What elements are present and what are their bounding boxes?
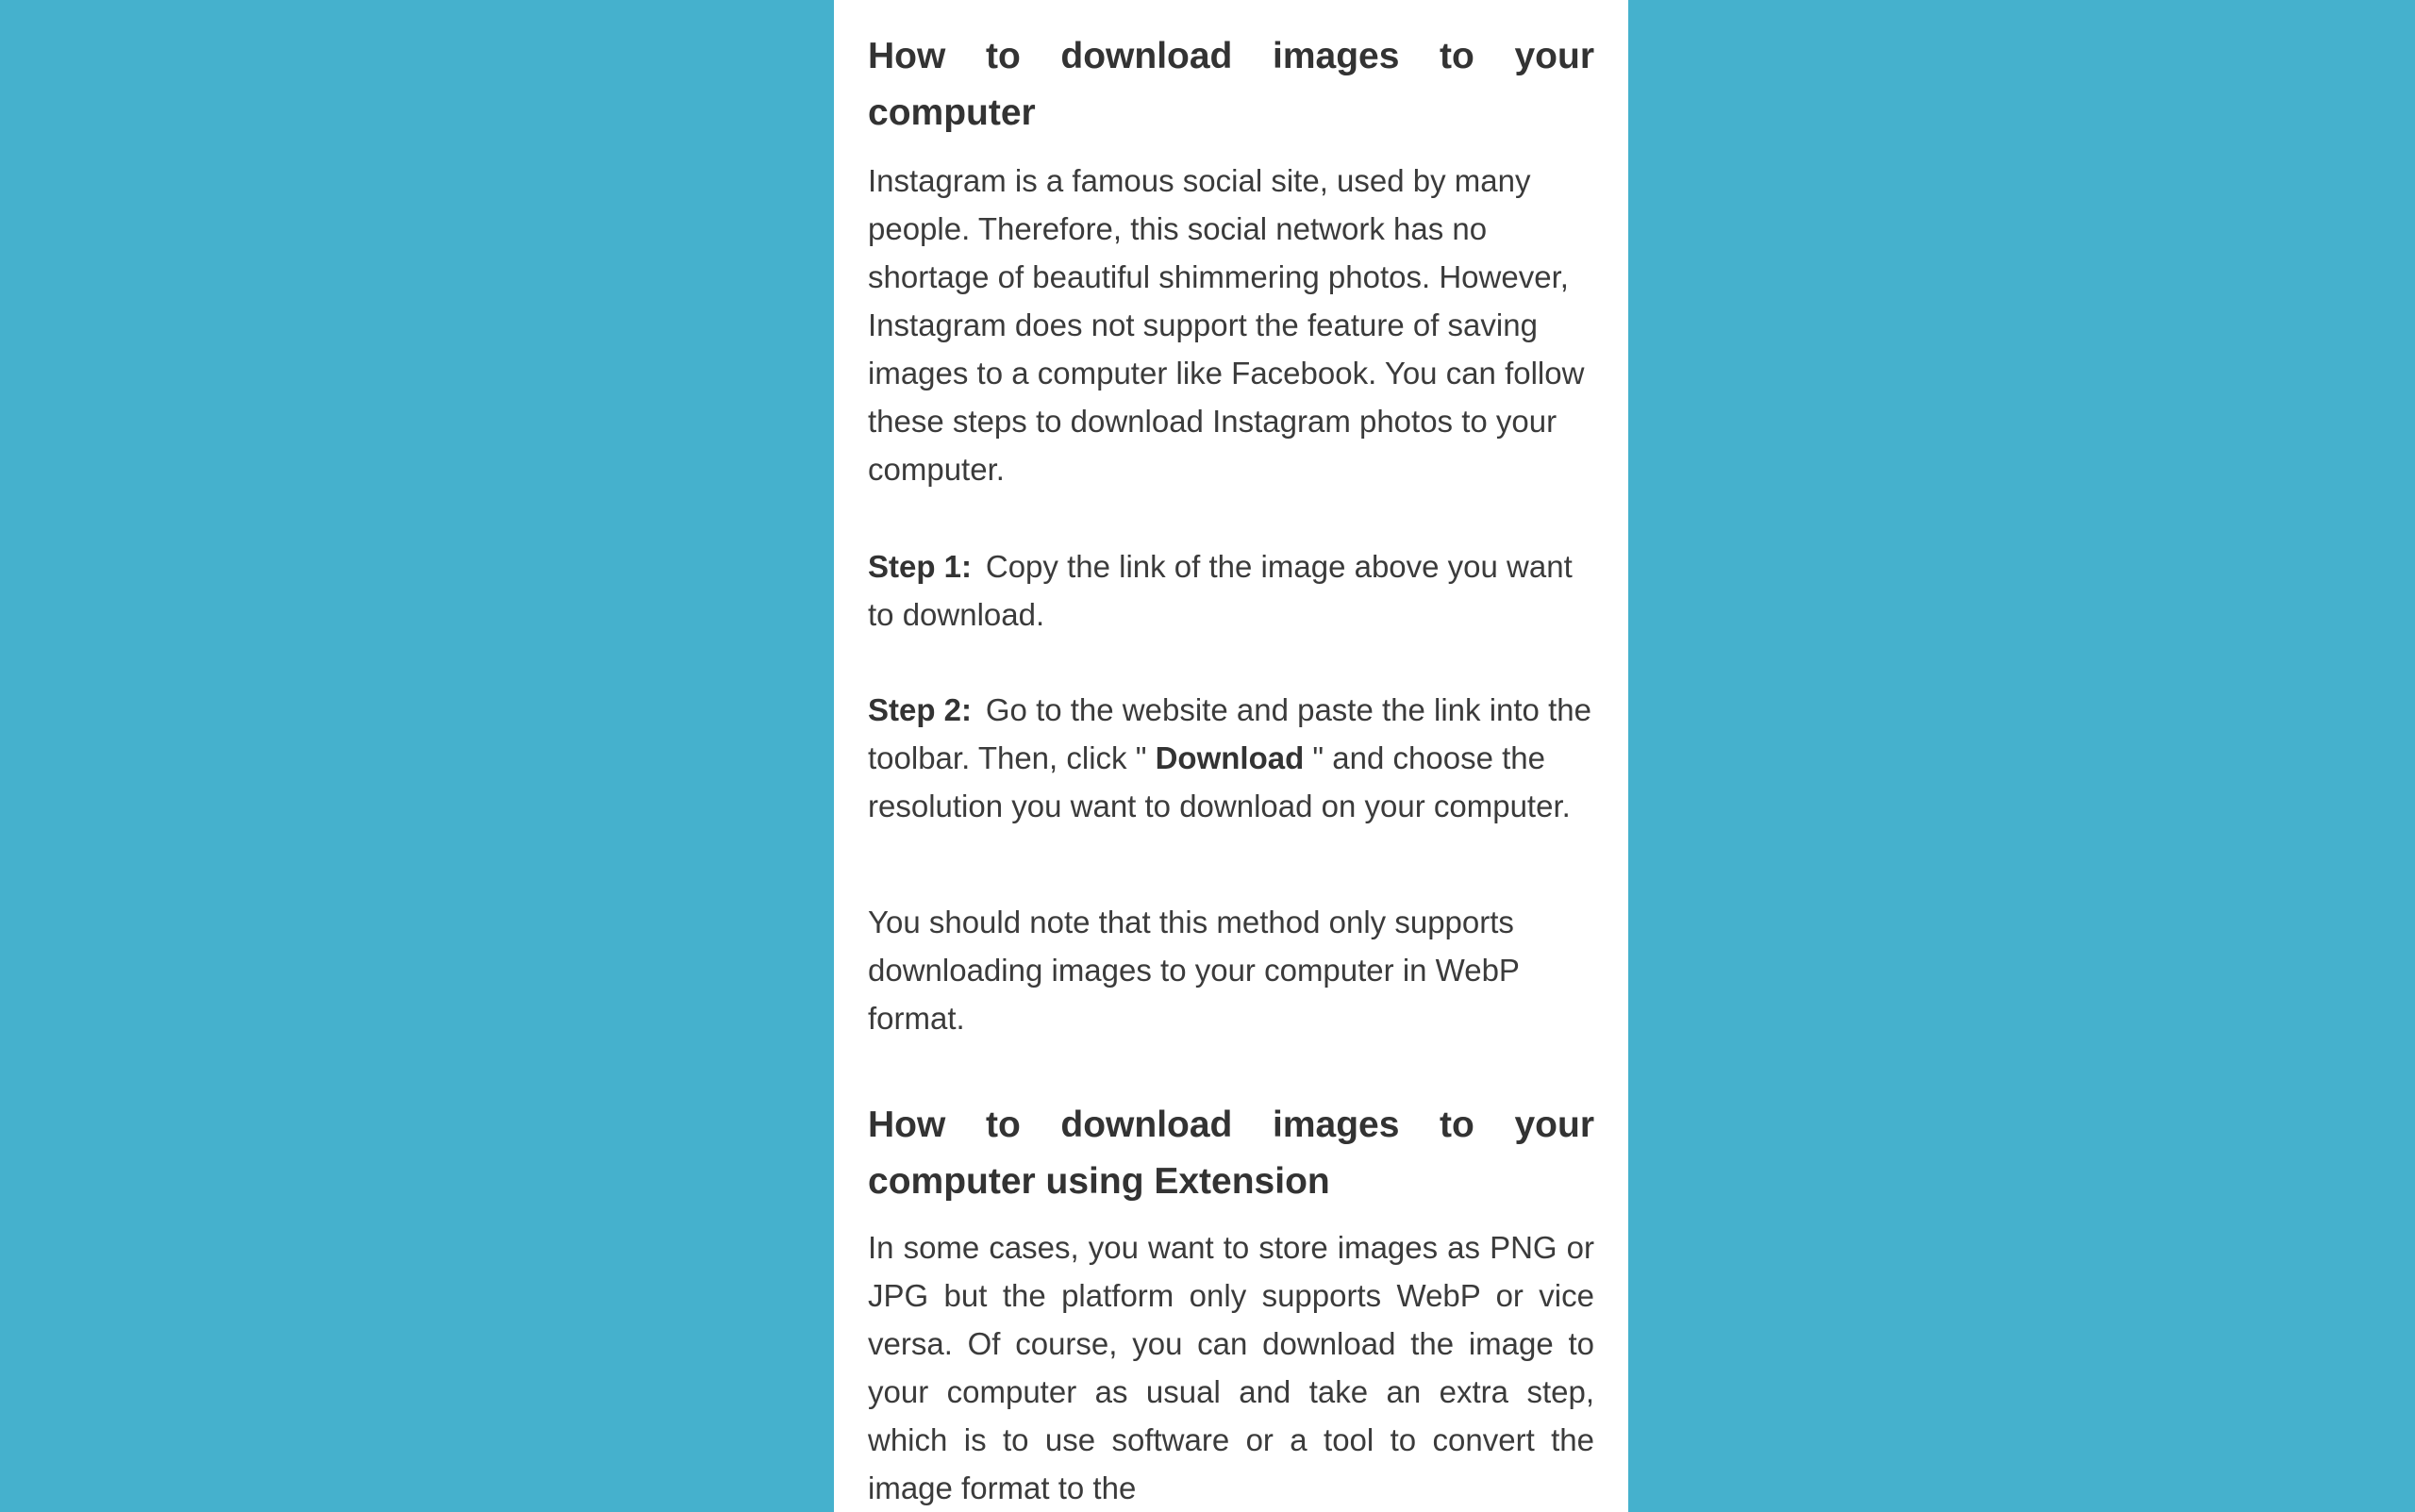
step-2-label: Step 2: [868, 692, 973, 727]
step-1-text: Copy the link of the image above you want to download. [868, 549, 1573, 632]
article-column [834, 0, 1628, 1512]
heading-download-images: How to download images to your computer [868, 36, 1594, 133]
download-bold-text: Download [1155, 740, 1305, 775]
extension-paragraph: In some cases, you want to store images as PNG or JPG but the platform only supports WebP or vice versa. Of course, you can download the image to your computer as usual and take an extra step, which is to use software or a tool to convert the image format to the [868, 1230, 1594, 1505]
intro-paragraph: Instagram is a famous social site, used by many people. Therefore, this social network has no shortage of beautiful shimmering photos. However, Instagram does not support the feature of saving images to a computer like Facebook. You can follow these steps to download Instagram photos to your computer. [868, 163, 1585, 487]
step-2-paragraph [868, 686, 1594, 830]
step-2-text-after: " and choose the resolution you want to download on your computer. [868, 740, 1571, 823]
note-paragraph: You should note that this method only supports downloading images to your computer in WebP format. [868, 905, 1520, 1036]
step-1-paragraph [868, 542, 1594, 639]
heading-download-extension: How to download images to your computer using Extension [868, 1105, 1594, 1202]
step-2-text-before: Go to the website and paste the link into the toolbar. Then, click " [868, 692, 1591, 775]
step-1-label: Step 1: [868, 549, 973, 584]
